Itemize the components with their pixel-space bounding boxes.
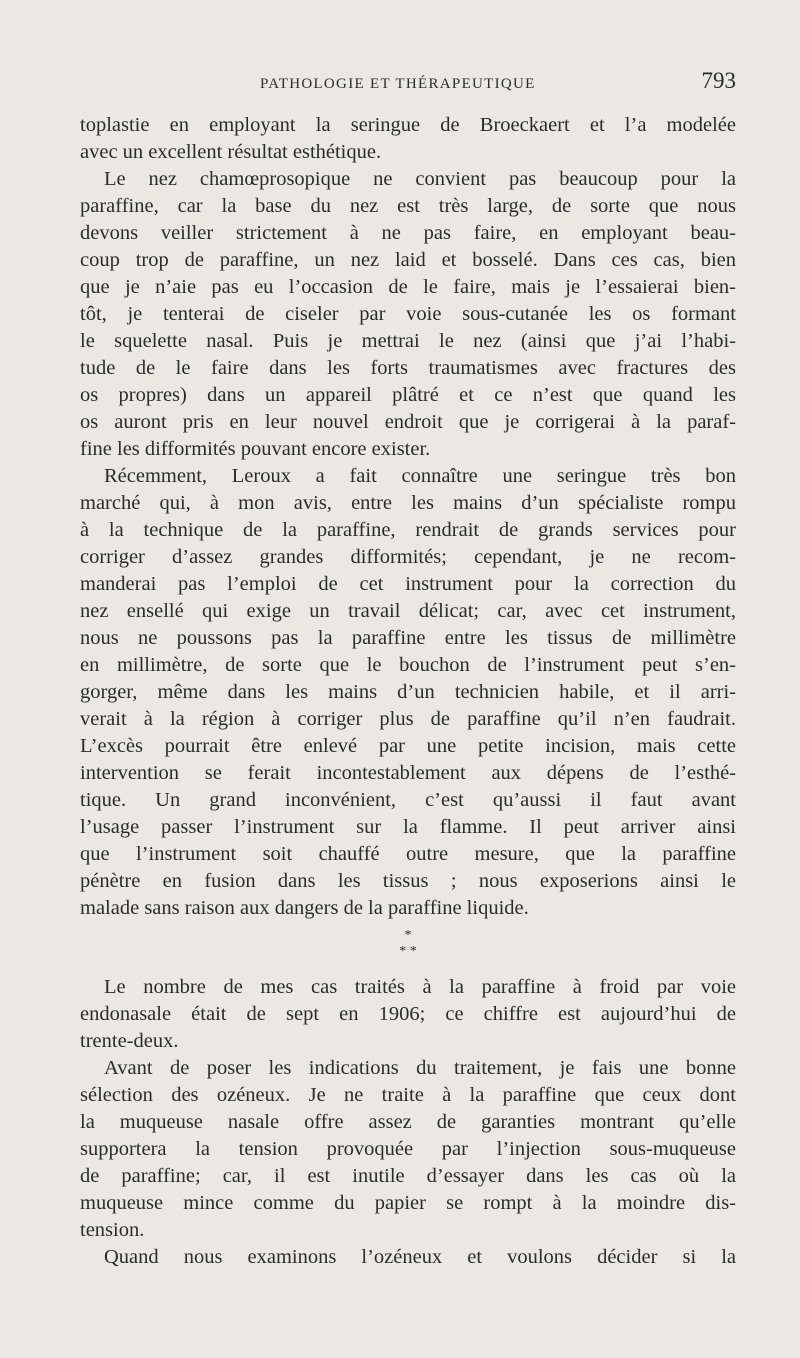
text-line: tude de le faire dans les forts traumatismes avec fractures des xyxy=(80,357,736,379)
asterism-top: * xyxy=(404,928,412,943)
text-line: que je n’aie pas eu l’occasion de le faire, mais je l’essaierai bien- xyxy=(80,276,736,298)
text-line: verait à la région à corriger plus de paraffine qu’il n’en faudrait. xyxy=(80,708,736,730)
text-line: muqueuse mince comme du papier se rompt à la moindre dis- xyxy=(80,1192,736,1214)
text-line: l’usage passer l’instrument sur la flamme. Il peut arriver ainsi xyxy=(80,816,736,838)
text-line: gorger, même dans les mains d’un technicien habile, et il arri- xyxy=(80,681,736,703)
section-break-asterism xyxy=(80,928,736,960)
page-header xyxy=(80,62,736,98)
text-line: L’excès pourrait être enlevé par une petite incision, mais cette xyxy=(80,735,736,757)
text-line: Quand nous examinons l’ozéneux et voulons décider si la xyxy=(104,1246,736,1268)
text-line: à la technique de la paraffine, rendrait de grands services pour xyxy=(80,519,736,541)
text-line: Récemment, Leroux a fait connaître une seringue très bon xyxy=(104,465,736,487)
text-line: tension. xyxy=(80,1219,145,1241)
text-line: le squelette nasal. Puis je mettrai le nez (ainsi que j’ai l’habi- xyxy=(80,330,736,352)
text-line: la muqueuse nasale offre assez de garanties montrant qu’elle xyxy=(80,1111,736,1133)
text-line: paraffine, car la base du nez est très large, de sorte que nous xyxy=(80,195,736,217)
text-line: en millimètre, de sorte que le bouchon de l’instrument peut s’en- xyxy=(80,654,736,676)
text-line: endonasale était de sept en 1906; ce chiffre est aujourd’hui de xyxy=(80,1003,736,1025)
text-line: de paraffine; car, il est inutile d’essayer dans les cas où la xyxy=(80,1165,736,1187)
text-line: sélection des ozéneux. Je ne traite à la paraffine que ceux dont xyxy=(80,1084,736,1106)
text-line: intervention se ferait incontestablement aux dépens de l’esthé- xyxy=(80,762,736,784)
text-line: avec un excellent résultat esthétique. xyxy=(80,141,382,163)
text-line: malade sans raison aux dangers de la paraffine liquide. xyxy=(80,897,529,919)
text-line: trente-deux. xyxy=(80,1030,179,1052)
text-line: toplastie en employant la seringue de Broeckaert et l’a modelée xyxy=(80,114,736,136)
text-line: Avant de poser les indications du traitement, je fais une bonne xyxy=(104,1057,736,1079)
body-text xyxy=(80,112,736,1271)
text-line: tique. Un grand inconvénient, c’est qu’aussi il faut avant xyxy=(80,789,736,811)
text-line: Le nez chamœprosopique ne convient pas beaucoup pour la xyxy=(104,168,736,190)
asterism-bottom: * * xyxy=(399,944,417,959)
text-line: tôt, je tenterai de ciseler par voie sous-cutanée les os formant xyxy=(80,303,736,325)
text-line: os auront pris en leur nouvel endroit que je corrigerai à la paraf- xyxy=(80,411,736,433)
text-line: marché qui, à mon avis, entre les mains d’un spécialiste rompu xyxy=(80,492,736,514)
text-line: coup trop de paraffine, un nez laid et bosselé. Dans ces cas, bien xyxy=(80,249,736,271)
text-line: os propres) dans un appareil plâtré et ce n’est que quand les xyxy=(80,384,736,406)
text-line: manderai pas l’emploi de cet instrument pour la correction du xyxy=(80,573,736,595)
text-line: nous ne poussons pas la paraffine entre les tissus de millimètre xyxy=(80,627,736,649)
text-line: pénètre en fusion dans les tissus ; nous exposerions ainsi le xyxy=(80,870,736,892)
text-line: nez ensellé qui exige un travail délicat; car, avec cet instrument, xyxy=(80,600,736,622)
running-title: PATHOLOGIE ET THÉRAPEUTIQUE xyxy=(260,76,536,92)
text-line: supportera la tension provoquée par l’injection sous-muqueuse xyxy=(80,1138,736,1160)
text-line: fine les difformités pouvant encore exister. xyxy=(80,438,431,460)
text-line: devons veiller strictement à ne pas faire, en employant beau- xyxy=(80,222,736,244)
text-line: que l’instrument soit chauffé outre mesure, que la paraffine xyxy=(80,843,736,865)
text-line: corriger d’assez grandes difformités; cependant, je ne recom- xyxy=(80,546,736,568)
page-number: 793 xyxy=(701,68,736,93)
text-line: Le nombre de mes cas traités à la paraffine à froid par voie xyxy=(104,976,736,998)
